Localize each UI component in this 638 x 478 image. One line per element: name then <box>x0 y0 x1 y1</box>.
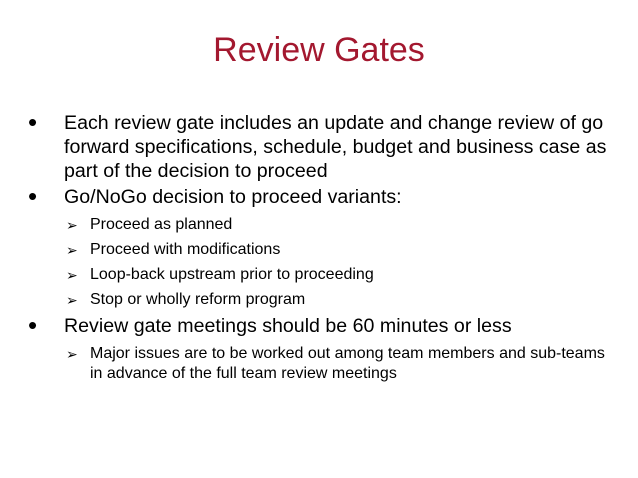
arrowhead-bullet-icon: ➢ <box>66 267 78 283</box>
bullet-item <box>24 181 614 211</box>
sub-bullet-item <box>24 344 614 384</box>
bullet-text: Each review gate includes an update and change review of go forward specifications, schedule, budget and business case as part of the decision to proceed <box>64 112 607 182</box>
sub-bullet-item <box>24 265 614 285</box>
sub-bullet-text: Major issues are to be worked out among team members and sub-teams in advance of the full team review meetings <box>90 345 605 382</box>
arrowhead-bullet-icon: ➢ <box>66 292 78 308</box>
sub-bullet-text: Stop or wholly reform program <box>90 291 306 308</box>
slide-content <box>24 107 614 389</box>
slide-title: Review Gates <box>213 31 425 69</box>
disc-bullet-icon: • <box>28 107 38 137</box>
disc-bullet-icon: • <box>28 310 38 340</box>
sub-bullet-text: Proceed as planned <box>90 216 233 233</box>
arrowhead-bullet-icon: ➢ <box>66 242 78 258</box>
disc-bullet-icon: • <box>28 181 38 211</box>
sub-bullet-item <box>24 290 614 310</box>
bullet-text: Review gate meetings should be 60 minutes or less <box>64 315 512 337</box>
arrowhead-bullet-icon: ➢ <box>66 346 78 362</box>
sub-bullet-text: Loop-back upstream prior to proceeding <box>90 266 374 283</box>
bullet-item <box>24 310 614 340</box>
bullet-item <box>24 107 614 183</box>
sub-bullet-item <box>24 240 614 260</box>
bullet-text: Go/NoGo decision to proceed variants: <box>64 186 402 208</box>
sub-bullet-item <box>24 215 614 235</box>
arrowhead-bullet-icon: ➢ <box>66 217 78 233</box>
sub-bullet-text: Proceed with modifications <box>90 241 281 258</box>
